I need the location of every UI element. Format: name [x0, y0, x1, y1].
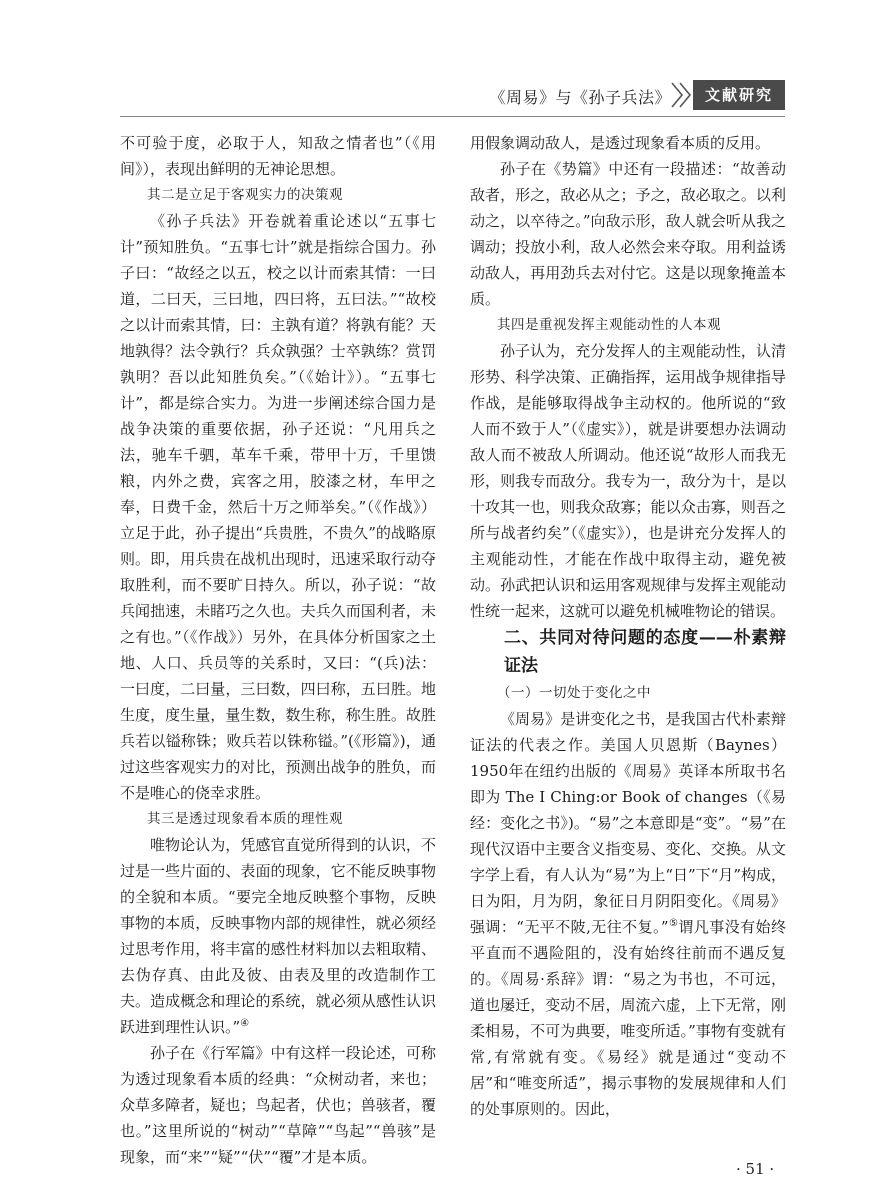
- paragraph: 用假象调动敌人，是透过现象看本质的反用。: [470, 134, 771, 152]
- paragraph: 不可验于度，必取于人，知敌之情者也”（《用间》），表现出鲜明的无神论思想。: [120, 134, 436, 178]
- paragraph: 孙子在《行军篇》中有这样一段论述，可称为透过现象看本质的经典：“众树动者，来也；众草多障者，疑也；鸟起者，伏也；兽骇者，覆也。”这里所说的“树动”“草障”“鸟起”“兽骇”是现象，而“来”“疑”“伏”“覆”才是本质。: [120, 1044, 436, 1166]
- paragraph: 《孙子兵法》开卷就着重论述以“五事七计”预知胜负。“五事七计”就是指综合国力。孙子曰：“故经之以五，校之以计而索其情：一曰道，二曰天，三曰地，四曰将，五曰法。”“故校之以计而索其情，曰：主孰有道？将孰有能？天地孰得？法令孰行？兵众孰强？士卒孰练？赏罚孰明？吾以此知胜负矣。”（《始计》）。“五事七计”，都是综合实力。为进一步阐述综合国力是战争决策的重要依据，孙子还说：“凡用兵之法，驰车千驷，革车千乘，带甲十万，千里馈粮，内外之费，宾客之用，胶漆之材，车甲之奉，日费千金，然后十万之师举矣。”（《作战》）立足于此，孙子提出“兵贵胜，不贵久”的战略原则。即，用兵贵在战机出现时，迅速采取行动夺取胜利，而不要旷日持久。所以，孙子说：“故兵闻拙速，未睹巧之久也。夫兵久而国利者，未之有也。”（《作战》）另外，在具体分析国家之土地、人口、兵员等的关系时，又曰：“(兵)法：一曰度，二曰量，三曰数，四曰称，五曰胜。地生度，度生量，量生数，数生称，称生胜。故胜兵若以镒称铢；败兵若以铢称镒。”(《形篇》)，通过这些客观实力的对比，预测出战争的胜负，而不是唯心的侥幸求胜。: [120, 212, 436, 802]
- left-column: [120, 130, 436, 1170]
- subheading: 其三是透过现象看本质的理性观: [147, 811, 343, 827]
- subheading: （一）一切处于变化之中: [497, 685, 651, 701]
- paragraph: [120, 832, 436, 1040]
- subheading: 其四是重视发挥主观能动性的人本观: [497, 317, 721, 333]
- paragraph: [470, 706, 786, 1122]
- footnote-marker: ④: [240, 1018, 250, 1029]
- chevron-double-right-icon: [669, 81, 695, 109]
- paragraph-text: 唯物论认为，凭感官直觉所得到的认识，不过是一些片面的、表面的现象，它不能反映事物的全貌和本质。“要完全地反映整个事物，反映事物的本质，反映事物内部的规律性，就必须经过思考作用，将丰富的感性材料加以去粗取精、去伪存真、由此及彼、由表及里的改造制作工夫。造成概念和理论的系统，就必须从感性认识跃进到理性认识。”: [120, 836, 436, 1036]
- section-heading: 二、共同对待问题的态度——朴素辩证法: [504, 628, 786, 676]
- paragraph-text-continued: 谓凡事没有始终平直而不遇险阻的，没有始终往前而不遇反复的。《周易·系辞》谓：“易之为书也，不可远，道也屡迁，变动不居，周流六虚，上下无常，刚柔相易，不可为典要，唯变所适。”事物有变就有常,有常就有变。《易经》就是通过“变动不居”和“唯变所适”，揭示事物的发展规律和人们的处事原则的。因此，: [470, 918, 786, 1118]
- section-badge: 文献研究: [693, 80, 785, 110]
- page-number: · 51 ·: [736, 1160, 775, 1178]
- subheading: 其二是立足于客观实力的决策观: [147, 187, 343, 203]
- header-title: 《周易》与《孙子兵法》: [489, 88, 671, 107]
- right-column: [470, 130, 786, 1122]
- running-header: [0, 80, 785, 110]
- footnote-marker: ⑤: [668, 918, 679, 929]
- paragraph-text: 《周易》是讲变化之书，是我国古代朴素辩证法的代表之作。美国人贝恩斯（Baynes）1950年在纽约出版的《周易》英译本所取书名即为 The I Ching:or Book of changes（《易经：变化之书》)。“易”之本意即是“变”。“易”在现代汉语中主要含义指变易、变化、交换。从文字学上看，有人认为“易”为上“日”下“月”构成，日为阳，月为阴，象征日月阴阳变化。《周易》强调：“无平不陂,无往不复。”: [470, 710, 787, 936]
- paragraph: 孙子在《势篇》中还有一段描述：“故善动敌者，形之，敌必从之；予之，敌必取之。以利动之，以卒待之。”向敌示形，敌人就会听从我之调动；投放小利，敌人必然会来夺取。用利益诱动敌人，再用劲兵去对付它。这是以现象掩盖本质。: [470, 160, 786, 308]
- paragraph: 孙子认为，充分发挥人的主观能动性，认清形势、科学决策、正确指挥，运用战争规律指导作战，是能够取得战争主动权的。他所说的“致人而不致于人”（《虚实》），就是讲要想办法调动敌人而不被敌人所调动。他还说“故形人而我无形，则我专而敌分。我专为一，敌分为十，是以十攻其一也，则我众敌寡；能以众击寡，则吾之所与战者约矣”（《虚实》），也是讲充分发挥人的主观能动性，才能在作战中取得主动，避免被动。孙武把认识和运用客观规律与发挥主观能动性统一起来，这就可以避免机械唯物论的错误。: [470, 342, 786, 620]
- header-divider: [120, 116, 785, 117]
